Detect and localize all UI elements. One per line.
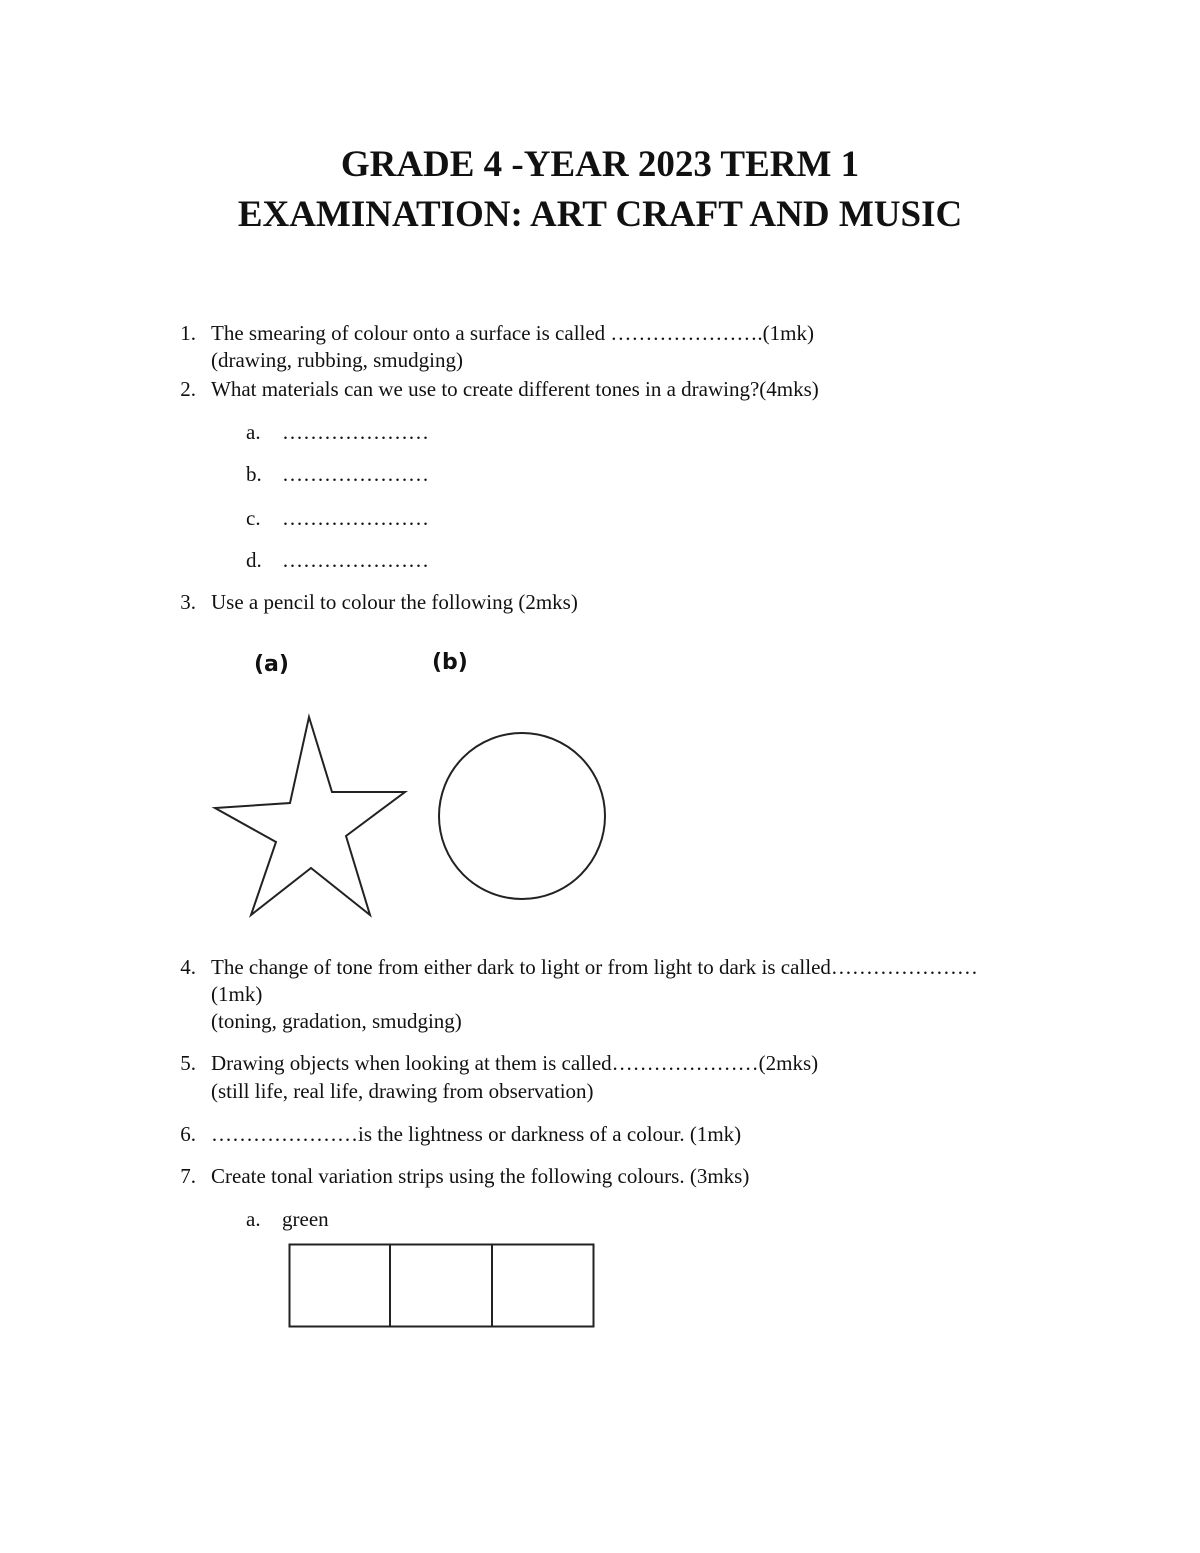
answer-blank[interactable]: ………………… [282, 462, 429, 486]
answer-blank[interactable]: ………………… [282, 420, 429, 444]
options-text: (still life, real life, drawing from observation) [211, 1079, 594, 1103]
question-number: 7. [180, 1164, 196, 1188]
tonal-strip [288, 1243, 596, 1329]
title-line-2: EXAMINATION: ART CRAFT AND MUSIC [237, 194, 963, 235]
item-letter: c. [246, 506, 261, 530]
question-text: …………………is the lightness or darkness of a colour. (1mk) [211, 1122, 742, 1146]
question-text: Create tonal variation strips using the following colours. (3mks) [211, 1164, 750, 1188]
circle-icon[interactable] [434, 732, 609, 902]
shape-b-label: (b) [432, 650, 468, 675]
question-number: 6. [180, 1122, 196, 1146]
question-number: 4. [180, 955, 196, 979]
question-text: Use a pencil to colour the following (2mks) [211, 590, 578, 614]
question-number: 3. [180, 590, 196, 614]
question-text: The smearing of colour onto a surface is called ………………….(1mk) [211, 321, 815, 345]
question-number: 5. [180, 1051, 196, 1075]
star-icon[interactable] [210, 712, 410, 922]
tonal-strip-border [290, 1245, 594, 1327]
shape-a-label: (a) [254, 652, 289, 677]
question-number: 1. [180, 321, 196, 345]
question-text: Drawing objects when looking at them is called…………………(2mks) [211, 1051, 819, 1075]
item-letter: d. [246, 548, 262, 572]
options-text: (drawing, rubbing, smudging) [211, 348, 463, 372]
marks-text: (1mk) [211, 982, 263, 1006]
answer-blank[interactable]: ………………… [282, 548, 429, 572]
item-letter: a. [246, 420, 261, 444]
options-text: (toning, gradation, smudging) [211, 1009, 462, 1033]
answer-blank[interactable]: ………………… [282, 506, 429, 530]
item-letter: a. [246, 1207, 261, 1231]
item-letter: b. [246, 462, 262, 486]
question-text: The change of tone from either dark to light or from light to dark is called………………… [211, 955, 978, 979]
question-text: What materials can we use to create different tones in a drawing?(4mks) [211, 377, 819, 401]
title-line-1: GRADE 4 -YEAR 2023 TERM 1 [340, 144, 860, 185]
question-number: 2. [180, 377, 196, 401]
exam-title [0, 140, 1200, 240]
colour-label: green [282, 1207, 329, 1231]
